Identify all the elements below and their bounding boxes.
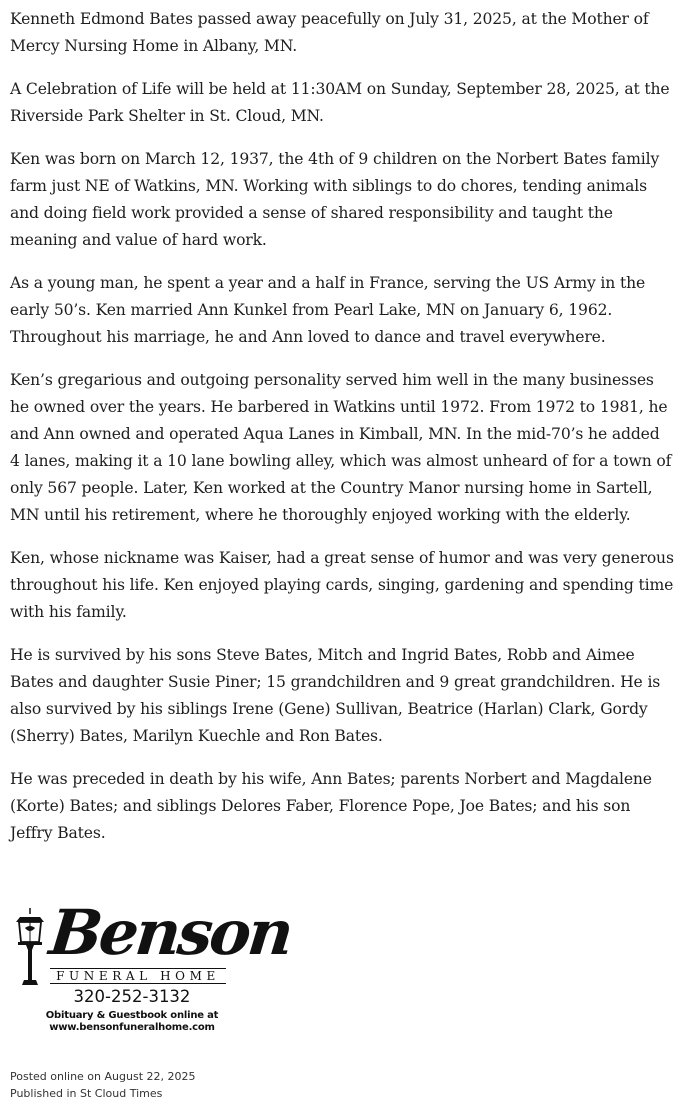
- posted-date: Posted online on August 22, 2025: [10, 1070, 196, 1083]
- obituary-paragraph: He was preceded in death by his wife, Ann Bates; parents Norbert and Magdalene (Korte) Bates; and siblings Delores Faber, Florence Pope, Joe Bates; and his son Jeffry Bates.: [10, 770, 652, 842]
- funeral-home-website: www.bensonfuneralhome.com: [49, 1022, 215, 1033]
- lamp-post-icon: [12, 908, 48, 986]
- published-source: Published in St Cloud Times: [10, 1087, 163, 1100]
- funeral-home-name: Benson: [46, 896, 295, 969]
- obituary-paragraph: As a young man, he spent a year and a half in France, serving the US Army in the early 50’s. Ken married Ann Kunkel from Pearl Lake, MN on January 6, 1962. Throughout his marriage, he and Ann loved to dance and travel everywhere.: [10, 274, 646, 346]
- obituary-paragraph: He is survived by his sons Steve Bates, Mitch and Ingrid Bates, Robb and Aimee Bates and daughter Susie Piner; 15 grandchildren and 9 great grandchildren. He is also survived by his siblings Irene (Gene) Sullivan, Beatrice (Harlan) Clark, Gordy (Sherry) Bates, Marilyn Kuechle and Ron Bates.: [10, 646, 661, 745]
- obituary-paragraph: Ken’s gregarious and outgoing personality served him well in the many businesses he owned over the years. He barbered in Watkins until 1972. From 1972 to 1981, he and Ann owned and operated Aqua Lanes in Kimball, MN. In the mid-70’s he added 4 lanes, making it a 10 lane bowling alley, which was almost unheard of for a town of only 567 people. Later, Ken worked at the Country Manor nursing home in Sartell, MN until his retirement, where he thoroughly enjoyed working with the elderly.: [10, 371, 672, 524]
- funeral-home-subtitle: FUNERAL HOME: [50, 968, 226, 984]
- funeral-home-phone: 320-252-3132: [73, 987, 191, 1006]
- obituary-paragraph: A Celebration of Life will be held at 11:30AM on Sunday, September 28, 2025, at the Riverside Park Shelter in St. Cloud, MN.: [10, 80, 670, 125]
- obituary-paragraph: Ken was born on March 12, 1937, the 4th of 9 children on the Norbert Bates family farm just NE of Watkins, MN. Working with siblings to do chores, tending animals and doing field work provided a sense of shared responsibility and taught the meaning and value of hard work.: [10, 150, 660, 249]
- guestbook-note: Obituary & Guestbook online at: [45, 1010, 219, 1021]
- obituary-paragraph: Kenneth Edmond Bates passed away peacefully on July 31, 2025, at the Mother of Mercy Nursing Home in Albany, MN.: [10, 10, 649, 55]
- funeral-home-logo: [12, 896, 295, 1038]
- obituary-text: [10, 6, 674, 863]
- publication-footer: [10, 1068, 196, 1102]
- obituary-paragraph: Ken, whose nickname was Kaiser, had a great sense of humor and was very generous throughout his life. Ken enjoyed playing cards, singing, gardening and spending time with his family.: [10, 549, 674, 621]
